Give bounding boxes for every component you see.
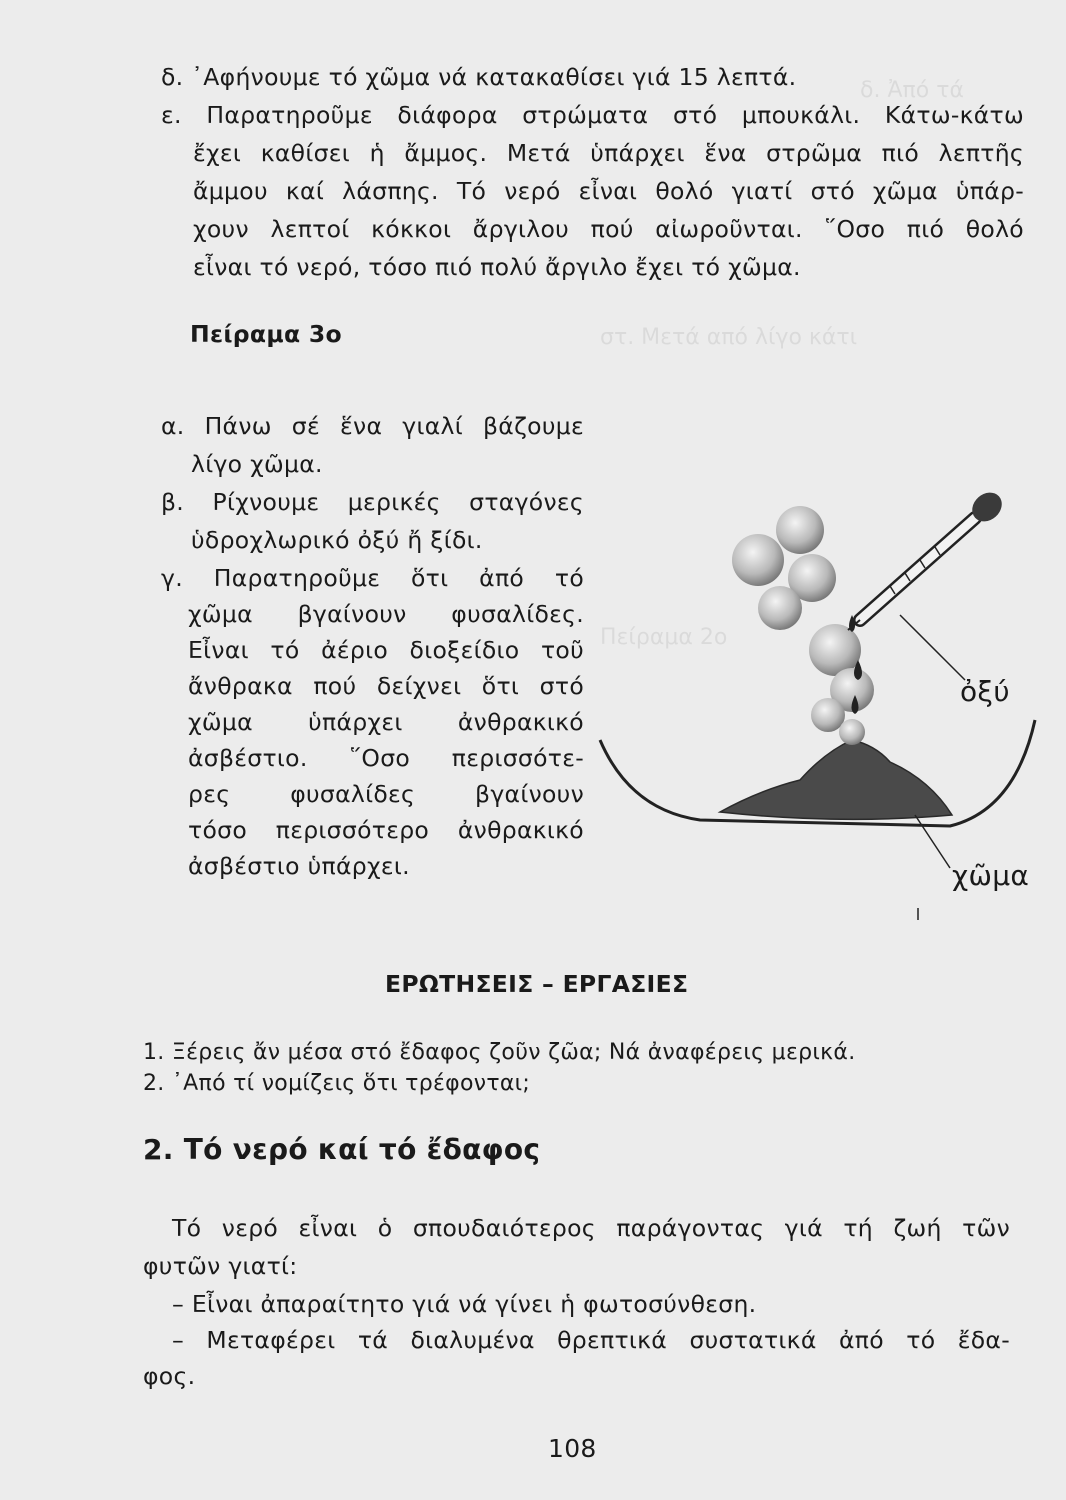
soil-label: χῶμα	[952, 859, 1030, 892]
section-line: Τό νερό εἶναι ὁ σπουδαιότερος παράγοντας γιά τή ζωή τῶν	[172, 1214, 1010, 1242]
text-line: χουν λεπτοί κόκκοι ἄργιλου πού αἰωροῦνται. ῞Οσο πιό θολό	[193, 215, 1024, 243]
acid-leader-line	[900, 615, 965, 680]
experiment-heading: Πείραμα 3ο	[190, 320, 342, 348]
page-number: 108	[548, 1434, 597, 1463]
question-item: 1. Ξέρεις ἄν μέσα στό ἔδαφος ζοῦν ζῶα; Νά ἀναφέρεις μερικά.	[143, 1040, 856, 1065]
step-line: ἀσβέστιο ὑπάρχει.	[188, 852, 410, 880]
step-line: β. Ρίχνουμε μερικές σταγόνες	[161, 488, 584, 516]
acid-label: ὀξύ	[960, 675, 1010, 708]
section-line: – Μεταφέρει τά διαλυμένα θρεπτικά συστατικά ἀπό τό ἔδα-	[172, 1326, 1010, 1354]
bleed-through-text: στ. Μετά από λίγο κάτι	[600, 325, 858, 350]
section-title: 2. Τό νερό καί τό ἔδαφος	[143, 1133, 541, 1166]
step-line: ρες φυσαλίδες βγαίνουν	[188, 780, 584, 808]
section-line: – Εἶναι ἀπαραίτητο γιά νά γίνει ἡ φωτοσύνθεση.	[172, 1290, 757, 1318]
step-line: χῶμα βγαίνουν φυσαλίδες.	[188, 600, 584, 628]
text-line: εἶναι τό νερό, τόσο πιό πολύ ἄργιλο ἔχει τό χῶμα.	[193, 253, 801, 281]
soil-mound	[720, 740, 952, 819]
question-item: 2. ᾿Από τί νομίζεις ὅτι τρέφονται;	[143, 1071, 531, 1096]
questions-heading: ΕΡΩΤΗΣΕΙΣ – ΕΡΓΑΣΙΕΣ	[385, 970, 689, 998]
soil-leader-line	[915, 815, 950, 868]
text-line: ἔχει καθίσει ἡ ἄμμος. Μετά ὑπάρχει ἕνα στρῶμα πιό λεπτῆς	[193, 139, 1024, 167]
text-line: δ. ᾿Αφήνουμε τό χῶμα νά κατακαθίσει γιά 15 λεπτά.	[161, 63, 797, 91]
step-line: ἄνθρακα πού δείχνει ὅτι στό	[188, 672, 584, 700]
step-line: ὑδροχλωρικό ὀξύ ἤ ξίδι.	[191, 526, 483, 554]
section-line: φος.	[143, 1362, 196, 1390]
bleed-through-text: Πείραμα 2ο	[600, 625, 728, 650]
step-line: α. Πάνω σέ ἕνα γιαλί βάζουμε	[161, 412, 584, 440]
step-line: Εἶναι τό ἀέριο διοξείδιο τοῦ	[188, 636, 584, 664]
step-line: τόσο περισσότερο ἀνθρακικό	[188, 816, 584, 844]
section-line: φυτῶν γιατί:	[143, 1252, 298, 1280]
step-line: γ. Παρατηροῦμε ὅτι ἀπό τό	[161, 564, 584, 592]
step-line: ἀσβέστιο. ῞Οσο περισσότε-	[188, 744, 584, 772]
step-line: λίγο χῶμα.	[191, 450, 323, 478]
text-line: ἄμμου καί λάσπης. Τό νερό εἶναι θολό γιατί στό χῶμα ὑπάρ-	[193, 177, 1024, 205]
text-line: ε. Παρατηροῦμε διάφορα στρώματα στό μπουκάλι. Κάτω-κάτω	[161, 101, 1024, 129]
bleed-through-text: δ. Ἀπό τά	[860, 78, 964, 103]
step-line: χῶμα ὑπάρχει ἀνθρακικό	[188, 708, 584, 736]
